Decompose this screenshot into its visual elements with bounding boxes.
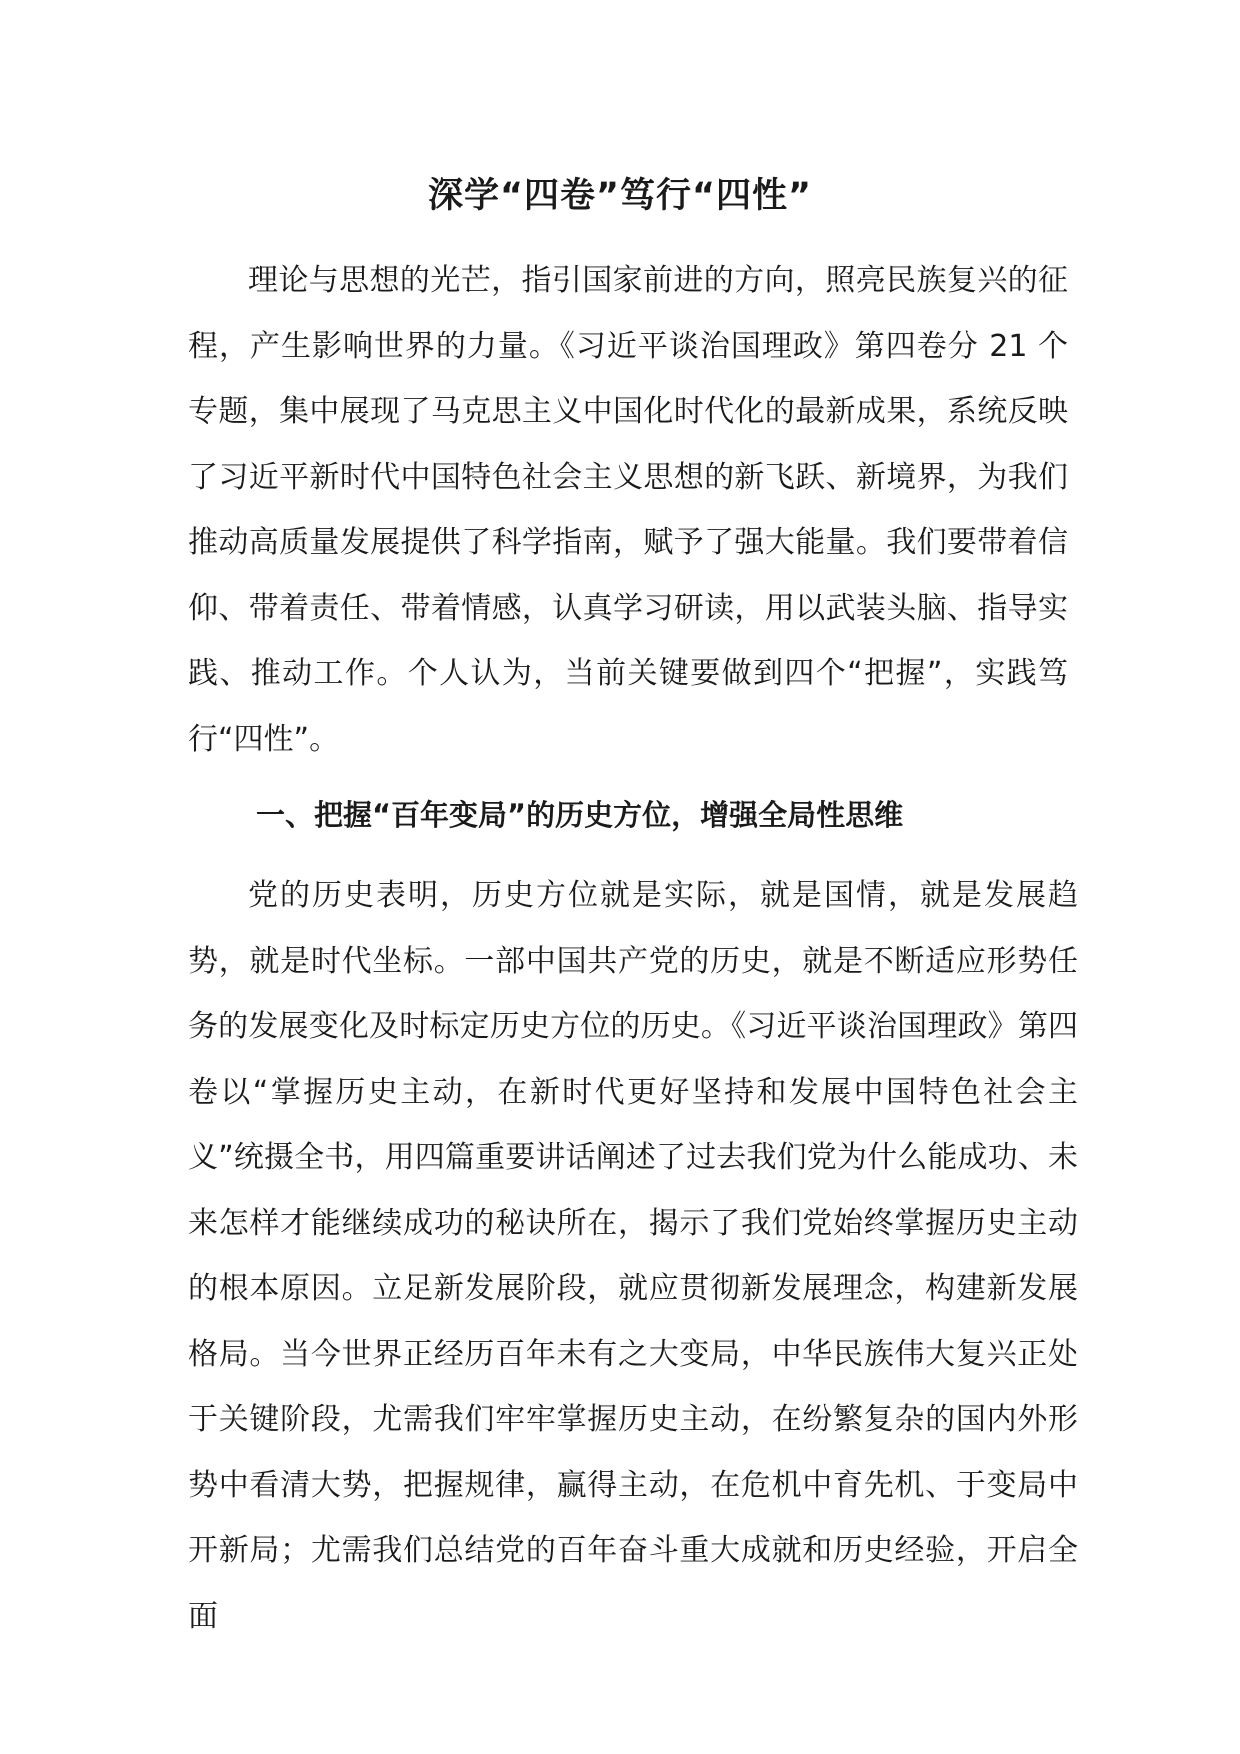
document-title: 深学“四卷”笃行“四性” <box>427 176 812 216</box>
section-heading-1: 一、把握“百年变局”的历史方位，增强全局性思维 <box>256 798 904 832</box>
intro-paragraph: 理论与思想的光芒，指引国家前进的方向，照亮民族复兴的征程，产生影响世界的力量。《习近平谈治国理政》第四卷分 21 个专题，集中展现了马克思主义中国化时代化的最新成果，系统反映了习近平新时代中国特色社会主义思想的新飞跃、新境界，为我们推动高质量发展提供了科学指南，赋予了强大能量。我们要带着信仰、带着责任、带着情感，认真学习研读，用以武装头脑、指导实践、推动工作。个人认为，当前关键要做到四个“把握”，实践笃行“四性”。 <box>188 263 1068 757</box>
section-1-paragraph: 党的历史表明，历史方位就是实际，就是国情，就是发展趋势，就是时代坐标。一部中国共产党的历史，就是不断适应形势任务的发展变化及时标定历史方位的历史。《习近平谈治国理政》第四卷以“掌握历史主动，在新时代更好坚持和发展中国特色社会主义”统摄全书，用四篇重要讲话阐述了过去我们党为什么能成功、未来怎样才能继续成功的秘诀所在，揭示了我们党始终掌握历史主动的根本原因。立足新发展阶段，就应贯彻新发展理念，构建新发展格局。当今世界正经历百年未有之大变局，中华民族伟大复兴正处于关键阶段，尤需我们牢牢掌握历史主动，在纷繁复杂的国内外形势中看清大势，把握规律，赢得主动，在危机中育先机、于变局中开新局；尤需我们总结党的百年奋斗重大成就和历史经验，开启全面 <box>188 878 1078 1634</box>
